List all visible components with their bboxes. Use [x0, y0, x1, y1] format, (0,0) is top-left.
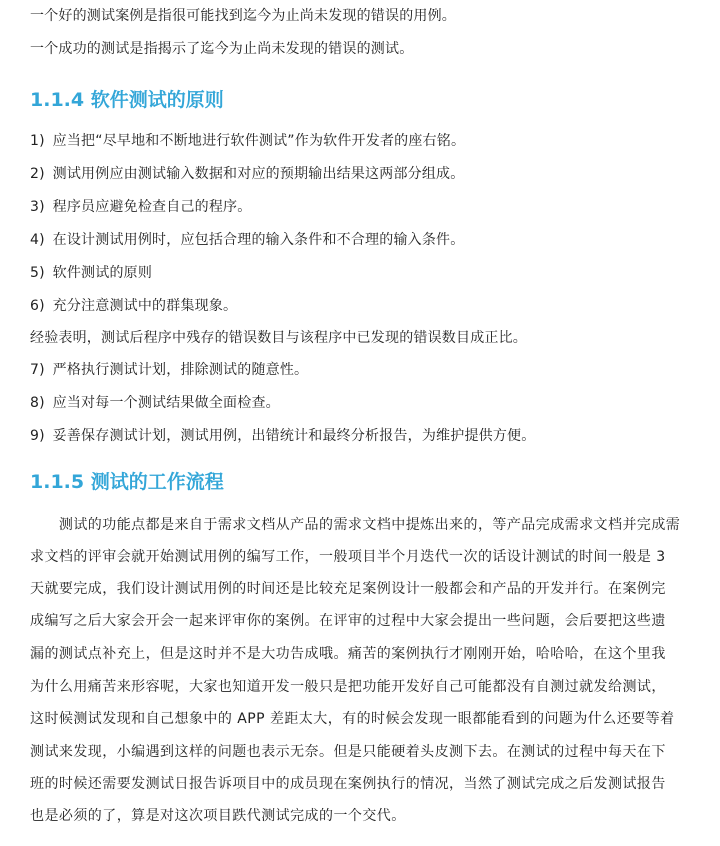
list-item-text: 妥善保存测试计划，测试用例，出错统计和最终分析报告，为维护提供方便。 — [52, 428, 536, 444]
section-heading-1-1-4: 1.1.4 软件测试的原则 — [30, 89, 224, 111]
paragraph-line: 漏的测试点补充上，但是这时并不是大功告成哦。痛苦的案例执行才刚刚开始，哈哈哈，在这个里我 — [30, 646, 666, 662]
list-item-text: 在设计测试用例时，应包括合理的输入条件和不合理的输入条件。 — [52, 232, 465, 248]
list-item-number: 3) — [30, 199, 45, 215]
paragraph-line: 班的时候还需要发测试日报告诉项目中的成员现在案例执行的情况，当然了测试完成之后发测试报告 — [30, 776, 666, 792]
intro-line-2: 一个成功的测试是指揭示了迄今为止尚未发现的错误的测试。 — [30, 41, 414, 57]
paragraph-line: 成编写之后大家会开会一起来评审你的案例。在评审的过程中大家会提出一些问题，会后要把这些遗 — [30, 613, 666, 629]
list-item-text: 应当对每一个测试结果做全面检查。 — [52, 395, 280, 411]
paragraph-line: 测试来发现，小编遇到这样的问题也表示无奈。但是只能硬着头皮测下去。在测试的过程中每天在下 — [30, 744, 666, 760]
paragraph-line: 这时候测试发现和自己想象中的 APP 差距太大，有的时候会发现一眼都能看到的问题为什么还要等着 — [30, 711, 675, 727]
list-item-number: 1) — [30, 133, 45, 149]
list-item — [30, 230, 464, 250]
list-item — [30, 164, 464, 184]
list-item-text: 程序员应避免检查自己的程序。 — [52, 199, 252, 215]
section-heading-1-1-5: 1.1.5 测试的工作流程 — [30, 471, 224, 493]
list-item-number: 9) — [30, 428, 45, 444]
list-item — [30, 131, 465, 151]
list-item-number: 2) — [30, 166, 45, 182]
list-item-number: 4) — [30, 232, 45, 248]
paragraph-line: 求文档的评审会就开始测试用例的编写工作，一般项目半个月迭代一次的话设计测试的时间一般是 3 — [30, 549, 666, 565]
list-item — [30, 197, 251, 217]
list-item — [30, 393, 280, 413]
list-item-number: 5) — [30, 265, 45, 281]
list-item-text: 软件测试的原则 — [52, 265, 153, 281]
list-item — [30, 296, 237, 316]
paragraph-line: 也是必须的了，算是对这次项目跌代测试完成的一个交代。 — [30, 808, 406, 824]
list-item — [30, 263, 152, 283]
paragraph-line: 为什么用痛苦来形容呢，大家也知道开发一般只是把功能开发好自己可能都没有自测过就发给测试， — [30, 679, 666, 695]
list-item-number: 8) — [30, 395, 45, 411]
list-item-text: 充分注意测试中的群集现象。 — [52, 298, 238, 314]
list-item-number: 7) — [30, 362, 45, 378]
list-item-text: 测试用例应由测试输入数据和对应的预期输出结果这两部分组成。 — [52, 166, 465, 182]
list-item — [30, 426, 535, 446]
list-item-number: 6) — [30, 298, 45, 314]
intro-line-1: 一个好的测试案例是指很可能找到迄今为止尚未发现的错误的用例。 — [30, 8, 456, 24]
paragraph-line: 天就要完成，我们设计测试用例的时间还是比较充足案例设计一般都会和产品的开发并行。在案例完 — [30, 581, 666, 597]
list-item-text: 应当把“尽早地和不断地进行软件测试”作为软件开发者的座右铭。 — [52, 133, 466, 149]
paragraph-line: 测试的功能点都是来自于需求文档从产品的需求文档中提炼出来的，等产品完成需求文档并完成需 — [30, 517, 681, 533]
note-line: 经验表明，测试后程序中残存的错误数目与该程序中已发现的错误数目成正比。 — [30, 330, 527, 346]
list-item — [30, 360, 308, 380]
list-item-text: 严格执行测试计划，排除测试的随意性。 — [52, 362, 309, 378]
